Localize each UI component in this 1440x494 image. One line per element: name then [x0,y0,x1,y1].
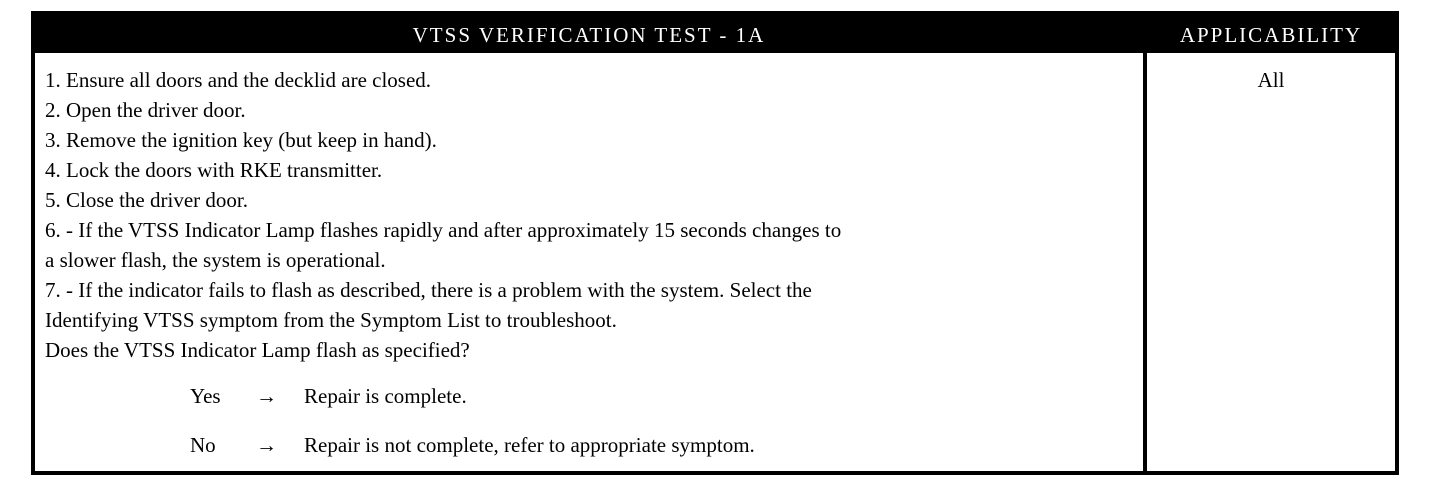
answer-text: Repair is not complete, refer to appropriate symptom. [304,433,755,457]
arrow-right-icon: → [256,384,277,408]
applicability-header: APPLICABILITY [1179,23,1363,47]
step-line: 7. - If the indicator fails to flash as described, there is a problem with the system. Select the [45,278,812,302]
answer-label: No [190,433,216,457]
step-line: 6. - If the VTSS Indicator Lamp flashes rapidly and after approximately 15 seconds changes to [45,218,842,242]
step-line: Identifying VTSS symptom from the Symptom List to troubleshoot. [45,308,617,332]
answer-text: Repair is complete. [304,384,467,408]
step-line: 1. Ensure all doors and the decklid are closed. [45,68,432,92]
step-line: a slower flash, the system is operational. [45,248,386,272]
table-header [35,15,1395,53]
column-divider [1143,53,1147,471]
test-title: VTSS VERIFICATION TEST - 1A [412,23,766,47]
applicability-value: All [1257,68,1285,92]
test-table [31,11,1399,475]
test-question: Does the VTSS Indicator Lamp flash as specified? [45,338,470,362]
test-procedure [45,65,1139,365]
arrow-right-icon: → [256,433,277,457]
step-line: 3. Remove the ignition key (but keep in hand). [45,128,437,152]
step-line: 5. Close the driver door. [45,188,248,212]
answer-label: Yes [190,384,221,408]
step-line: 4. Lock the doors with RKE transmitter. [45,158,383,182]
step-line: 2. Open the driver door. [45,98,246,122]
